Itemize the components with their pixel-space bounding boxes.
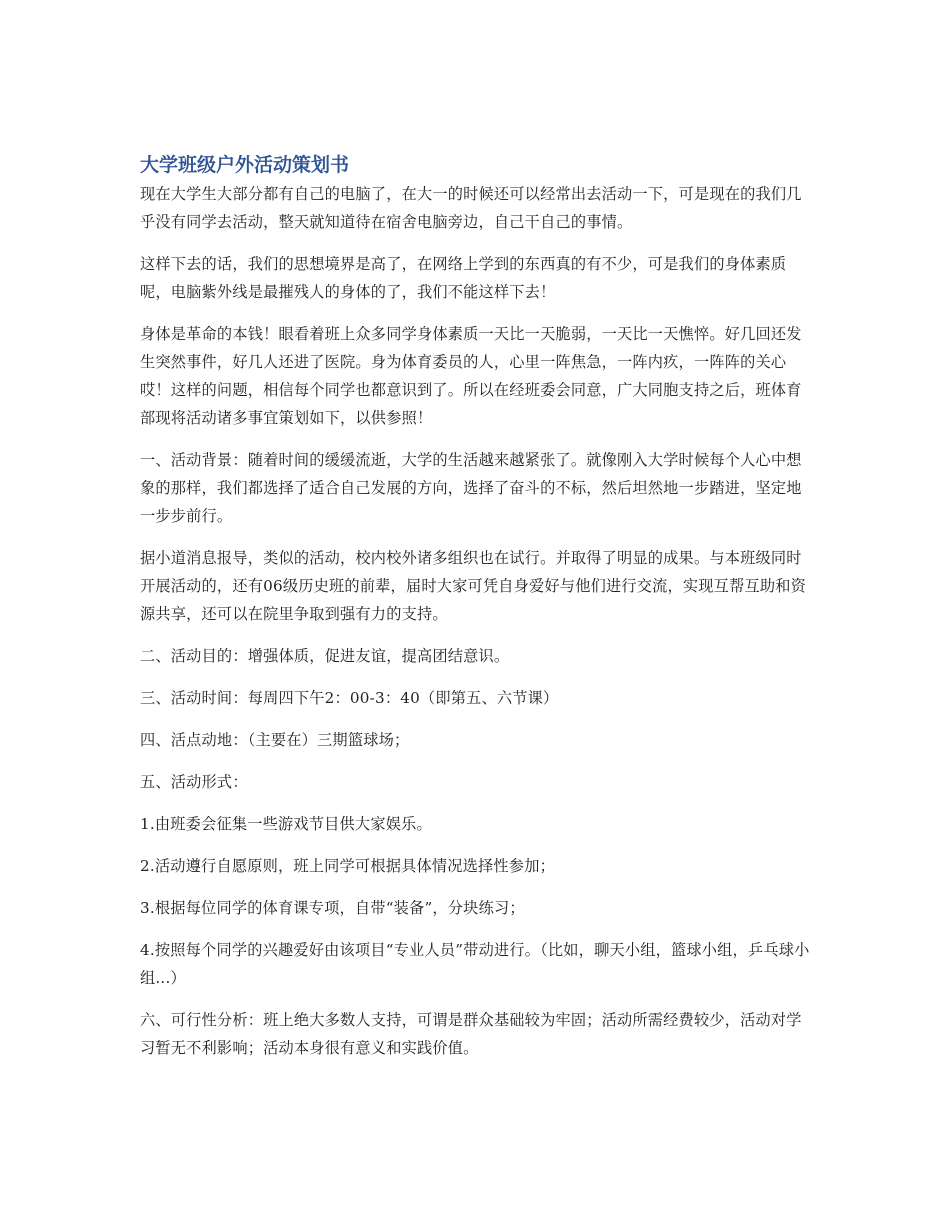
list-item: 4.按照每个同学的兴趣爱好由该项目“专业人员”带动进行。（比如，聊天小组，篮球小组，乒乓球小组...） xyxy=(140,941,810,987)
document-title: 大学班级户外活动策划书 xyxy=(140,154,350,176)
paragraph-concern: 这样下去的话，我们的思想境界是高了，在网络上学到的东西真的有不少，可是我们的身体素质呢，电脑紫外线是最摧残人的身体的了，我们不能这样下去！ xyxy=(140,255,787,301)
document-page xyxy=(140,150,812,1076)
paragraph-format-heading: 五、活动形式： xyxy=(140,773,248,791)
list-item: 2.活动遵行自愿原则，班上同学可根据具体情况选择性参加； xyxy=(140,857,555,875)
paragraph-news: 据小道消息报导，类似的活动，校内校外诸多组织也在试行。并取得了明显的成果。与本班级同时开展活动的，还有06级历史班的前辈，届时大家可凭自身爱好与他们进行交流，实现互帮互助和资源共享，还可以在院里争取到强有力的支持。 xyxy=(140,549,807,623)
paragraph-motivation: 身体是革命的本钱！眼看着班上众多同学身体素质一天比一天脆弱，一天比一天憔悴。好几回还发生突然事件，好几人还进了医院。身为体育委员的人，心里一阵焦急，一阵内疚，一阵阵的关心哎！这样的问题，相信每个同学也都意识到了。所以在经班委会同意，广大同胞支持之后，班体育部现将活动诸多事宜策划如下，以供参照！ xyxy=(140,325,802,427)
paragraph-purpose: 二、活动目的：增强体质，促进友谊，提高团结意识。 xyxy=(140,647,510,665)
list-item: 1.由班委会征集一些游戏节目供大家娱乐。 xyxy=(140,815,432,833)
paragraph-feasibility: 六、可行性分析：班上绝大多数人支持，可谓是群众基础较为牢固；活动所需经费较少，活动对学习暂无不利影响；活动本身很有意义和实践价值。 xyxy=(140,1011,802,1057)
paragraph-time: 三、活动时间：每周四下午2：00-3：40（即第五、六节课） xyxy=(140,689,559,707)
paragraph-location: 四、活点动地：（主要在）三期篮球场； xyxy=(140,731,410,749)
paragraph-intro: 现在大学生大部分都有自己的电脑了，在大一的时候还可以经常出去活动一下，可是现在的我们几乎没有同学去活动，整天就知道待在宿舍电脑旁边，自己干自己的事情。 xyxy=(140,185,802,231)
paragraph-background: 一、活动背景：随着时间的缓缓流逝，大学的生活越来越紧张了。就像刚入大学时候每个人心中想象的那样，我们都选择了适合自己发展的方向，选择了奋斗的不标，然后坦然地一步踏进，坚定地一步步前行。 xyxy=(140,451,802,525)
list-item: 3.根据每位同学的体育课专项，自带“装备”，分块练习； xyxy=(140,899,525,917)
